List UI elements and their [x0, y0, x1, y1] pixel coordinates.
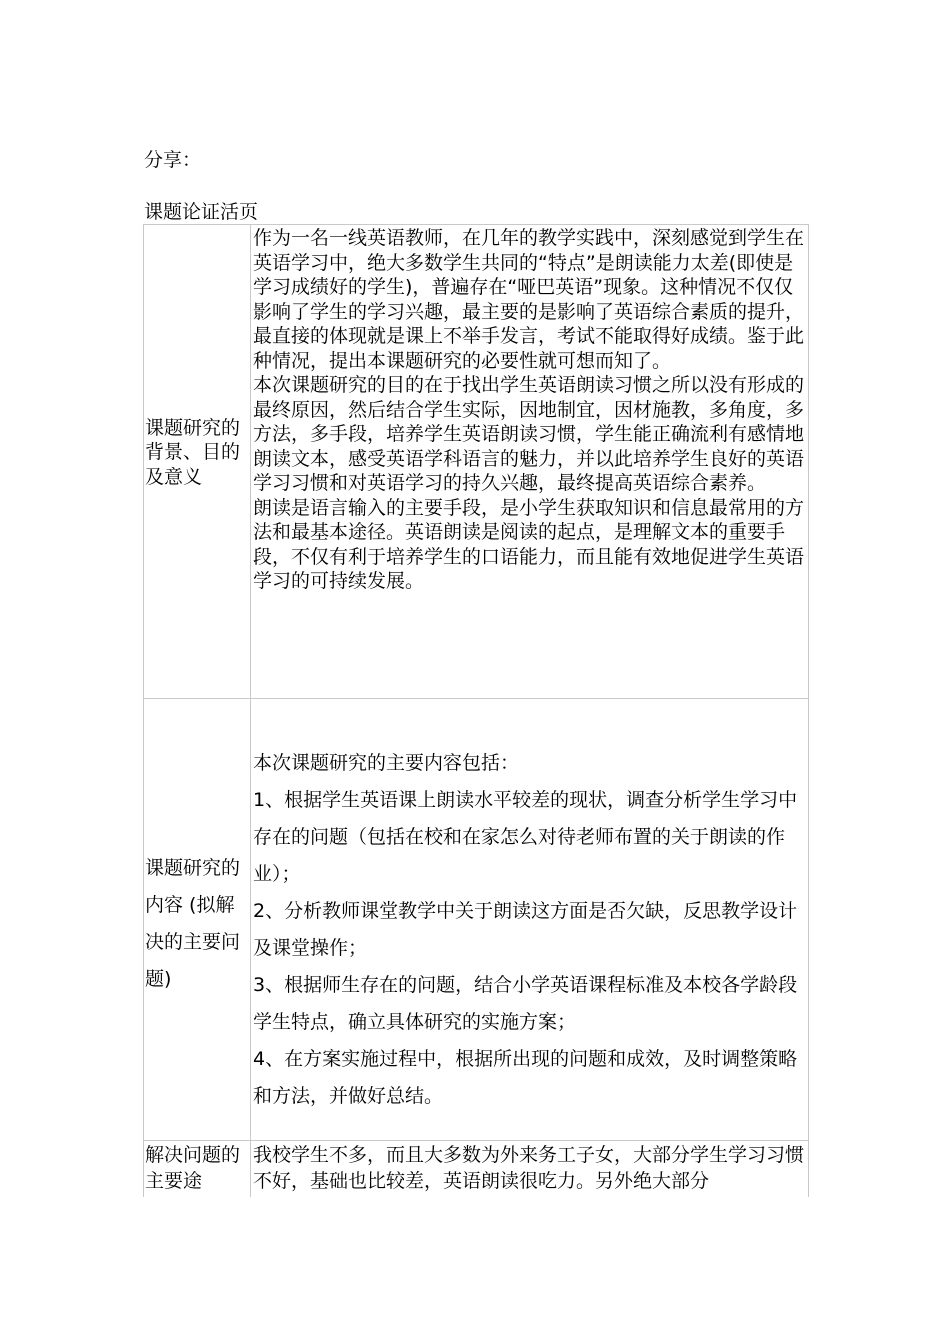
row-label-background: 课题研究的背景、目的及意义	[144, 225, 251, 699]
row-content-items	[251, 699, 809, 1141]
row-content-approach	[251, 1141, 809, 1197]
table-row-approach	[144, 1141, 809, 1197]
content-intro: 本次课题研究的主要内容包括：	[253, 752, 520, 774]
share-label: 分享：	[144, 149, 202, 171]
content-item: 2、分析教师课堂教学中关于朗读这方面是否欠缺，反思教学设计及课堂操作；	[253, 900, 798, 959]
row-label-content: 课题研究的内容 (拟解决的主要问题)	[144, 699, 251, 1141]
content-item: 1、根据学生英语课上朗读水平较差的现状，调查分析学生学习中存在的问题（包括在校和在家怎么对待老师布置的关于朗读的作业）；	[253, 789, 798, 885]
approach-paragraph: 我校学生不多，而且大多数为外来务工子女，大部分学生学习习惯不好，基础也比较差，英语朗读很吃力。另外绝大部分	[253, 1144, 805, 1192]
content-item: 4、在方案实施过程中，根据所出现的问题和成效，及时调整策略和方法，并做好总结。	[253, 1048, 798, 1107]
table-row-background	[144, 225, 809, 699]
content-item: 3、根据师生存在的问题，结合小学英语课程标准及本校各学龄段学生特点，确立具体研究的实施方案；	[253, 974, 798, 1033]
proposal-table	[143, 224, 809, 1197]
row-content-background	[251, 225, 809, 699]
row-label-approach: 解决问题的主要途	[144, 1141, 251, 1197]
purpose-paragraph: 本次课题研究的目的在于找出学生英语朗读习惯之所以没有形成的最终原因，然后结合学生实际，因地制宜，因材施教，多角度，多方法，多手段，培养学生英语朗读习惯，学生能正确流利有感情地朗读文本，感受英语学科语言的魅力，并以此培养学生良好的英语学习习惯和对英语学习的持久兴趣，最终提高英语综合素养。	[253, 374, 805, 494]
background-paragraph: 作为一名一线英语教师，在几年的教学实践中，深刻感觉到学生在英语学习中，绝大多数学生共同的“特点”是朗读能力太差(即使是学习成绩好的学生)，普遍存在“哑巴英语”现象。这种情况不仅仅影响了学生的学习兴趣，最主要的是影响了英语综合素质的提升，最直接的体现就是课上不举手发言，考试不能取得好成绩。鉴于此种情况，提出本课题研究的必要性就可想而知了。	[253, 227, 805, 372]
form-title: 课题论证活页	[144, 201, 259, 223]
significance-paragraph: 朗读是语言输入的主要手段，是小学生获取知识和信息最常用的方法和最基本途径。英语朗读是阅读的起点，是理解文本的重要手段，不仅有利于培养学生的口语能力，而且能有效地促进学生英语学习的可持续发展。	[253, 496, 805, 592]
table-row-content	[144, 699, 809, 1141]
